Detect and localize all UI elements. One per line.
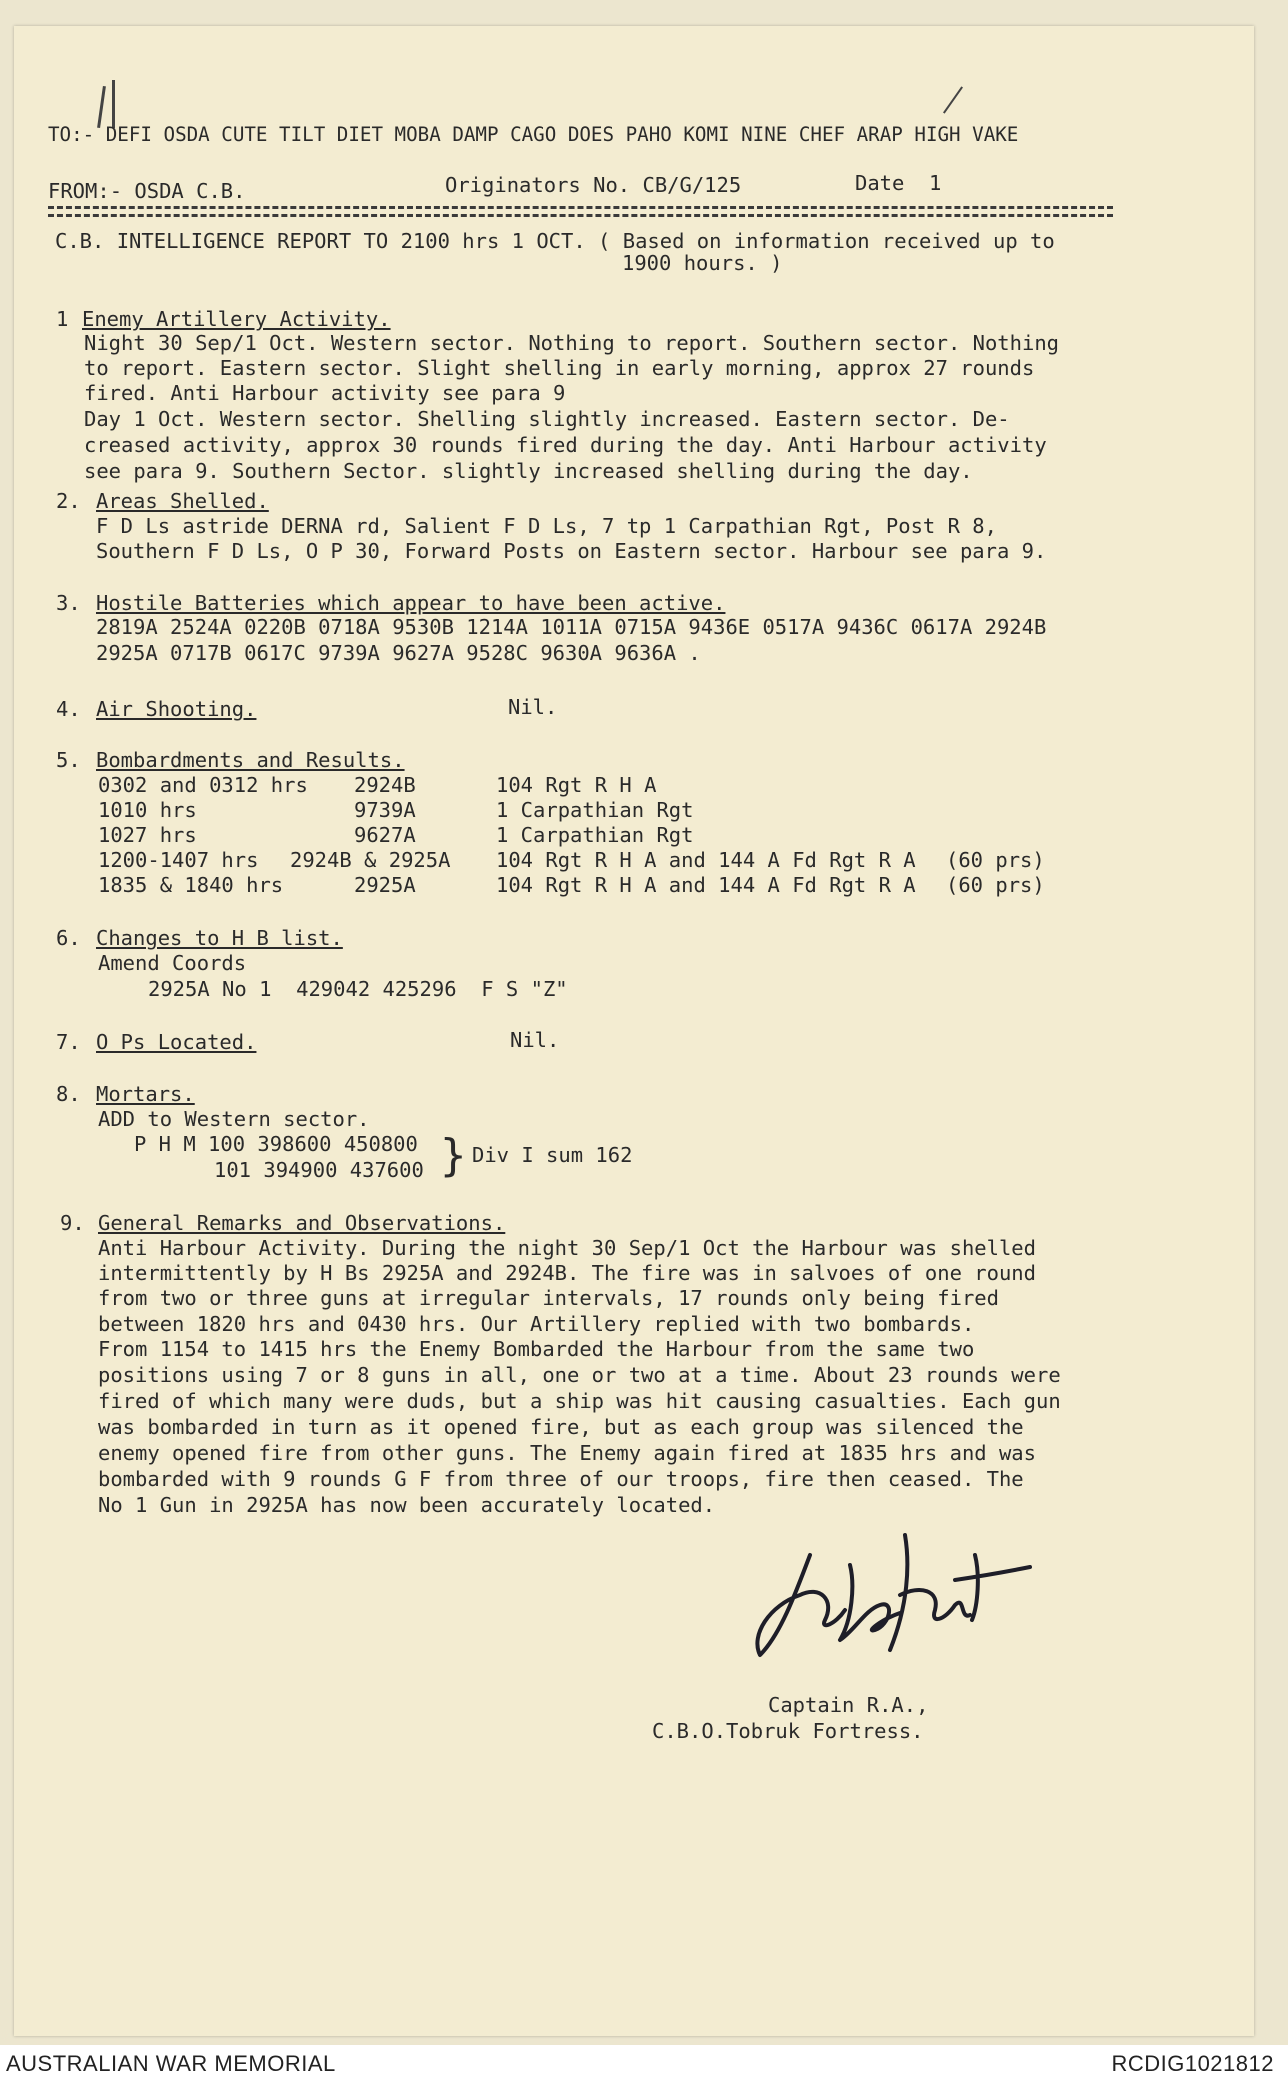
section-9-line: from two or three guns at irregular intervals, 17 rounds only being fired (98, 1286, 999, 1310)
pencil-mark (112, 80, 115, 128)
report-title-line2: 1900 hours. ) (622, 251, 783, 275)
section-9-line: between 1820 hrs and 0430 hrs. Our Artillery replied with two bombards. (98, 1312, 975, 1336)
bombardment-unit: 104 Rgt R H A and 144 A Fd Rgt R A (496, 848, 916, 872)
section-9-line: fired of which many were duds, but a ship was hit causing casualties. Each gun (98, 1389, 1061, 1413)
section-6-heading: Changes to H B list. (96, 926, 343, 950)
signatory-rank: Captain R.A., (768, 1693, 929, 1717)
section-2-heading: Areas Shelled. (96, 489, 269, 513)
divider-line (48, 206, 1113, 209)
section-4-value: Nil. (508, 695, 558, 719)
section-8-line: ADD to Western sector. (98, 1107, 370, 1131)
from-line: FROM:- OSDA C.B. (48, 179, 246, 203)
section-1-line: fired. Anti Harbour activity see para 9 (84, 381, 566, 405)
to-line: TO:- DEFI OSDA CUTE TILT DIET MOBA DAMP CAGO DOES PAHO KOMI NINE CHEF ARAP HIGH VAKE (48, 123, 1019, 146)
section-4-heading: Air Shooting. (96, 697, 257, 721)
section-6-number: 6. (56, 926, 81, 950)
bombardment-note: (60 prs) (946, 848, 1045, 872)
section-5-heading: Bombardments and Results. (96, 748, 405, 772)
section-1-line: see para 9. Southern Sector. slightly increased shelling during the day. (84, 459, 973, 483)
section-9-number: 9. (60, 1211, 85, 1235)
division-sum: Div I sum 162 (472, 1143, 633, 1167)
section-9-line: bombarded with 9 rounds G F from three of our troops, fire then ceased. The (98, 1467, 1024, 1491)
section-1-number: 1 (56, 307, 69, 331)
bombardment-unit: 104 Rgt R H A (496, 773, 657, 797)
divider-line (48, 214, 1113, 217)
section-2-number: 2. (56, 489, 81, 513)
section-1-line: Night 30 Sep/1 Oct. Western sector. Nothing to report. Southern sector. Nothing (84, 331, 1060, 355)
report-title-line1: C.B. INTELLIGENCE REPORT TO 2100 hrs 1 OCT. ( Based on information received up to (55, 229, 1055, 253)
bombardment-note: (60 prs) (946, 873, 1045, 897)
brace: } (440, 1130, 467, 1181)
handwritten-signature (740, 1525, 1040, 1665)
section-7-heading: O Ps Located. (96, 1030, 257, 1054)
bombardment-target: 2924B (354, 773, 416, 797)
section-9-line: positions using 7 or 8 guns in all, one or two at a time. About 23 rounds were (98, 1363, 1061, 1387)
section-2-line: Southern F D Ls, O P 30, Forward Posts on Eastern sector. Harbour see para 9. (96, 539, 1047, 563)
section-9-line: No 1 Gun in 2925A has now been accurately located. (98, 1493, 716, 1517)
section-2-line: F D Ls astride DERNA rd, Salient F D Ls, 7 tp 1 Carpathian Rgt, Post R 8, (96, 514, 997, 538)
section-9-heading: General Remarks and Observations. (98, 1211, 506, 1235)
section-3-line: 2819A 2524A 0220B 0718A 9530B 1214A 1011A 0715A 9436E 0517A 9436C 0617A 2924B (96, 615, 1047, 639)
signatory-role: C.B.O.Tobruk Fortress. (652, 1719, 924, 1743)
bombardment-target: 2924B & 2925A (290, 848, 451, 872)
section-4-number: 4. (56, 697, 81, 721)
bombardment-time: 1027 hrs (98, 823, 197, 847)
section-1-line: creased activity, approx 30 rounds fired during the day. Anti Harbour activity (84, 433, 1047, 457)
bombardment-target: 9627A (354, 823, 416, 847)
section-3-line: 2925A 0717B 0617C 9739A 9627A 9528C 9630A 9636A . (96, 641, 701, 665)
bombardment-unit: 104 Rgt R H A and 144 A Fd Rgt R A (496, 873, 916, 897)
footer-source: AUSTRALIAN WAR MEMORIAL (6, 2051, 336, 2076)
bombardment-target: 9739A (354, 798, 416, 822)
bombardment-time: 1010 hrs (98, 798, 197, 822)
bombardment-unit: 1 Carpathian Rgt (496, 798, 694, 822)
section-1-heading: Enemy Artillery Activity. (82, 307, 391, 331)
bombardment-unit: 1 Carpathian Rgt (496, 823, 694, 847)
section-6-line: 2925A No 1 429042 425296 F S "Z" (148, 977, 568, 1001)
section-7-number: 7. (56, 1030, 81, 1054)
mortar-entry: 101 394900 437600 (214, 1158, 424, 1182)
section-9-line: enemy opened fire from other guns. The Enemy again fired at 1835 hrs and was (98, 1441, 1036, 1465)
archive-footer (0, 2045, 1288, 2082)
section-3-heading: Hostile Batteries which appear to have been active. (96, 591, 726, 615)
bombardment-time: 1200-1407 hrs (98, 848, 259, 872)
bombardment-target: 2925A (354, 873, 416, 897)
section-9-line: Anti Harbour Activity. During the night 30 Sep/1 Oct the Harbour was shelled (98, 1236, 1036, 1260)
section-6-line: Amend Coords (98, 951, 247, 975)
footer-id: RCDIG1021812 (1111, 2051, 1274, 2076)
section-8-heading: Mortars. (96, 1082, 195, 1106)
section-1-line: Day 1 Oct. Western sector. Shelling slightly increased. Eastern sector. De- (84, 407, 1010, 431)
section-1-line: to report. Eastern sector. Slight shelling in early morning, approx 27 rounds (84, 356, 1035, 380)
date-field: Date 1 (855, 171, 942, 195)
section-9-line: intermittently by H Bs 2925A and 2924B. The fire was in salvoes of one round (98, 1261, 1036, 1285)
bombardment-time: 0302 and 0312 hrs (98, 773, 308, 797)
section-5-number: 5. (56, 748, 81, 772)
section-3-number: 3. (56, 591, 81, 615)
section-9-line: From 1154 to 1415 hrs the Enemy Bombarded the Harbour from the same two (98, 1337, 975, 1361)
originator-number: Originators No. CB/G/125 (445, 173, 742, 197)
mortar-entry: P H M 100 398600 450800 (134, 1132, 418, 1156)
section-7-value: Nil. (510, 1028, 560, 1052)
section-8-number: 8. (56, 1082, 81, 1106)
bombardment-time: 1835 & 1840 hrs (98, 873, 284, 897)
section-9-line: was bombarded in turn as it opened fire, but as each group was silenced the (98, 1415, 1024, 1439)
